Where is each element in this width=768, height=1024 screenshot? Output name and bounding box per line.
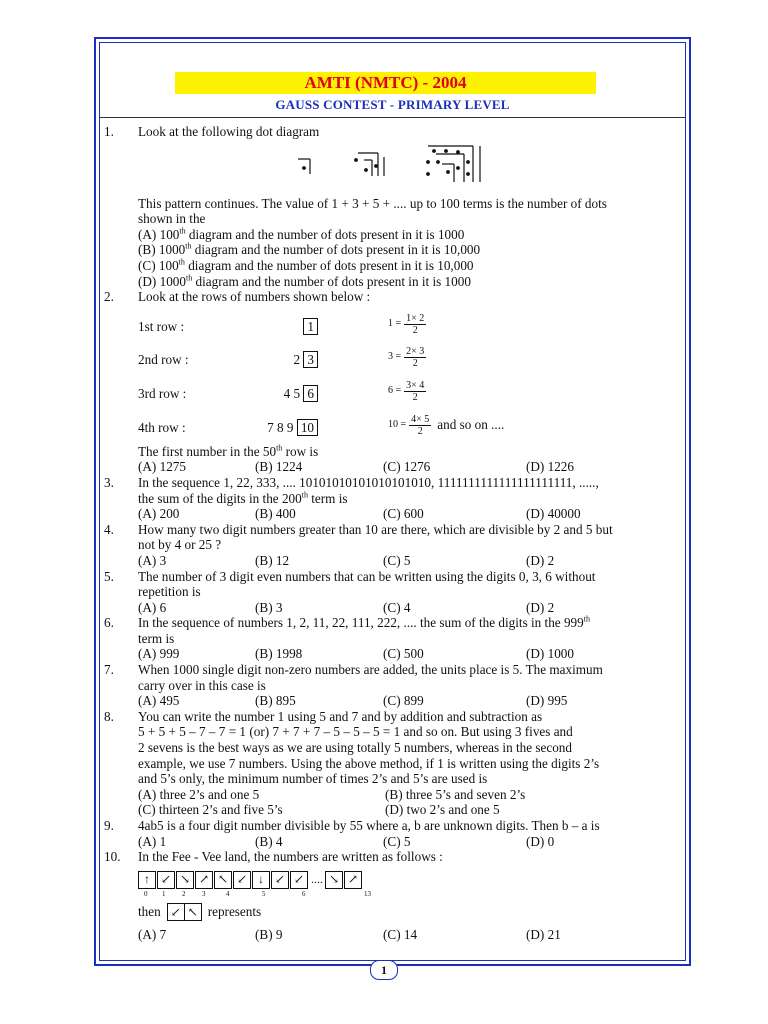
option-a: (A) 6 xyxy=(138,599,167,615)
question-number: 6. xyxy=(104,615,114,631)
arrow-nw-icon: ↖ xyxy=(187,904,198,919)
option-c: (C) 500 xyxy=(383,646,424,662)
option-a: (A) three 2’s and one 5 xyxy=(138,786,260,802)
question-text: not by 4 or 25 ? xyxy=(138,537,222,553)
options-row xyxy=(138,693,669,709)
question-2 xyxy=(104,289,669,475)
options-row xyxy=(138,600,669,616)
arrow-icon: ↙ xyxy=(157,871,175,889)
option-a: (A) 200 xyxy=(138,506,180,522)
row-formula xyxy=(388,380,432,403)
row-values: 7 8 9 xyxy=(267,419,294,435)
arrow-icon: ↗ xyxy=(195,871,213,889)
question-7 xyxy=(104,662,669,709)
question-text: In the sequence of numbers 1, 2, 11, 22, 111, 222, .... the sum of the digits in the 999th xyxy=(138,614,590,631)
represents-label: represents xyxy=(207,903,262,919)
fraction-denominator: 2 xyxy=(417,425,423,437)
option-c: (C) 1276 xyxy=(383,459,431,475)
option-a: (A) 999 xyxy=(138,646,180,662)
arrow-label: 13 xyxy=(364,889,371,898)
option-a: (A) 495 xyxy=(138,693,180,709)
option-c: (C) thirteen 2’s and five 5’s xyxy=(138,802,283,818)
formula-lhs: 6 = xyxy=(388,385,402,397)
arrow-label: 5 xyxy=(262,889,266,898)
question-6 xyxy=(104,615,669,662)
row-numbers xyxy=(303,319,318,335)
arrow-icon: ↘ xyxy=(176,871,194,889)
question-text: term is xyxy=(138,630,175,646)
question-1 xyxy=(104,124,669,289)
question-8 xyxy=(104,709,669,818)
row-formula xyxy=(388,313,432,336)
option-b: (B) 1224 xyxy=(255,459,303,475)
arrow-icon: ↙ xyxy=(233,871,251,889)
arrow-icon: ↙ xyxy=(271,871,289,889)
arrow-label: 2 xyxy=(182,889,186,898)
option-d: (D) 2 xyxy=(526,599,555,615)
row-values: 2 xyxy=(293,351,301,367)
then-arrow-box xyxy=(167,903,202,921)
question-stem: Look at the rows of numbers shown below : xyxy=(138,289,371,305)
formula-lhs: 3 = xyxy=(388,351,402,363)
options-row xyxy=(138,802,669,818)
question-number: 10. xyxy=(104,849,121,865)
then-label: then xyxy=(138,903,161,919)
option-d: (D) 0 xyxy=(526,833,555,849)
question-3 xyxy=(104,475,669,522)
question-text: and 5’s only, the minimum number of times 2’s and 5’s are used is xyxy=(138,771,488,787)
question-text: The number of 3 digit even numbers that can be written using the digits 0, 3, 6 without xyxy=(138,568,596,584)
option-b: (B) 3 xyxy=(255,599,283,615)
option-a: (A) 1275 xyxy=(138,459,186,475)
arrow-icon: ↙ xyxy=(290,871,308,889)
question-number: 4. xyxy=(104,521,114,537)
question-number: 8. xyxy=(104,708,114,724)
fraction-denominator: 2 xyxy=(412,357,418,369)
option-c: (C) 100th diagram and the number of dots present in it is 10,000 xyxy=(138,257,474,273)
question-text: carry over in this case is xyxy=(138,677,266,693)
formula-fraction xyxy=(404,313,426,336)
option-c: (C) 5 xyxy=(383,552,411,568)
options-row xyxy=(138,787,669,803)
option-c: (C) 14 xyxy=(383,926,418,942)
arrow-icon: ↗ xyxy=(344,871,362,889)
option-c: (C) 5 xyxy=(383,833,411,849)
formula-tail: and so on .... xyxy=(437,417,505,433)
arrow-icon: ↖ xyxy=(214,871,232,889)
question-text: The first number in the 50th row is xyxy=(138,443,319,459)
row-values: 4 5 xyxy=(283,385,301,401)
row-last-number: 3 xyxy=(303,351,318,368)
options-row xyxy=(138,646,669,662)
row-label: 2nd row : xyxy=(138,351,189,367)
row-label: 1st row : xyxy=(138,318,185,334)
option-a: (A) 3 xyxy=(138,552,167,568)
option-b: (B) 1998 xyxy=(255,646,303,662)
question-text: example, we use 7 numbers. Using the above method, if 1 is written using the digits 2’s xyxy=(138,755,600,771)
option-d: (D) 21 xyxy=(526,926,561,942)
options-row xyxy=(138,927,669,943)
row-label: 4th row : xyxy=(138,419,186,435)
option-d: (D) 1000 xyxy=(526,646,574,662)
question-number: 5. xyxy=(104,568,114,584)
formula-fraction xyxy=(404,380,426,403)
row-formula xyxy=(388,414,504,437)
option-c: (C) 600 xyxy=(383,506,424,522)
page-number: 1 xyxy=(370,960,398,980)
number-rows xyxy=(138,311,669,444)
question-4 xyxy=(104,522,669,569)
fraction-denominator: 2 xyxy=(412,391,418,403)
fraction-denominator: 2 xyxy=(412,324,418,336)
row-formula xyxy=(388,346,432,369)
formula-fraction xyxy=(404,346,426,369)
option-a: (A) 1 xyxy=(138,833,167,849)
header-rule xyxy=(100,117,685,118)
question-number: 9. xyxy=(104,818,114,833)
option-a: (A) 7 xyxy=(138,926,167,942)
then-represents xyxy=(138,903,669,921)
question-5 xyxy=(104,569,669,616)
option-b: (B) 895 xyxy=(255,693,296,709)
fraction-numerator: 1× 2 xyxy=(406,312,425,324)
option-b: (B) three 5’s and seven 2’s xyxy=(385,786,526,802)
contest-subtitle: GAUSS CONTEST - PRIMARY LEVEL xyxy=(275,97,510,112)
row-numbers xyxy=(294,352,318,368)
options-row xyxy=(138,834,669,850)
question-text: the sum of the digits in the 200th term is xyxy=(138,490,348,506)
question-text: In the sequence 1, 22, 333, .... 10101010101010101010, 1111111111111111111111, ....., xyxy=(138,474,599,490)
options-row xyxy=(138,506,669,522)
question-10 xyxy=(104,849,669,942)
question-number: 3. xyxy=(104,474,114,490)
options-row xyxy=(138,459,669,475)
page-title: AMTI (NMTC) - 2004 xyxy=(304,73,467,92)
arrow-icon: ↑ xyxy=(138,871,156,889)
question-text: How many two digit numbers greater than 10 are there, which are divisible by 2 and 5 but xyxy=(138,521,613,537)
row-last-number: 1 xyxy=(303,318,318,335)
question-text: You can write the number 1 using 5 and 7 and by addition and subtraction as xyxy=(138,708,543,724)
row-last-number: 10 xyxy=(297,419,318,436)
question-9 xyxy=(104,818,669,849)
arrow-label: 0 xyxy=(144,889,148,898)
option-b: (B) 12 xyxy=(255,552,290,568)
arrow-sw-icon: ↙ xyxy=(168,904,185,920)
question-list xyxy=(104,124,669,942)
option-b: (B) 400 xyxy=(255,506,296,522)
formula-lhs: 10 = xyxy=(388,419,407,431)
question-text: 4ab5 is a four digit number divisible by 55 where a, b are unknown digits. Then b – a is xyxy=(138,818,600,833)
ellipsis: .... xyxy=(311,871,323,886)
option-d: (D) 1226 xyxy=(526,459,574,475)
arrow-label: 4 xyxy=(226,889,230,898)
fraction-numerator: 4× 5 xyxy=(411,413,430,425)
arrow-label: 3 xyxy=(202,889,206,898)
formula-lhs: 1 = xyxy=(388,318,402,330)
arrow-label: 6 xyxy=(302,889,306,898)
question-text: repetition is xyxy=(138,584,201,600)
arrow-icon: ↓ xyxy=(252,871,270,889)
option-d: (D) 995 xyxy=(526,693,568,709)
question-number: 1. xyxy=(104,124,114,139)
row-last-number: 6 xyxy=(303,385,318,402)
option-d: (D) 2 xyxy=(526,552,555,568)
arrow-icon: ↘ xyxy=(325,871,343,889)
question-text: shown in the xyxy=(138,211,206,227)
dot-diagram xyxy=(138,140,669,196)
option-c: (C) 899 xyxy=(383,693,424,709)
title-banner xyxy=(175,72,596,94)
question-text: In the Fee - Vee land, the numbers are written as follows : xyxy=(138,849,443,865)
fraction-numerator: 2× 3 xyxy=(406,345,425,357)
number-row xyxy=(138,378,658,408)
option-b: (B) 9 xyxy=(255,926,283,942)
number-row xyxy=(138,311,658,341)
question-text: 2 sevens is the best ways as we are using totally 5 numbers, whereas in the second xyxy=(138,740,572,756)
row-numbers xyxy=(267,420,318,436)
option-a: (A) 100th diagram and the number of dots present in it is 1000 xyxy=(138,226,465,242)
option-d: (D) 40000 xyxy=(526,506,581,522)
option-b: (B) 1000th diagram and the number of dots present in it is 10,000 xyxy=(138,241,481,258)
question-text: This pattern continues. The value of 1 + 3 + 5 + .... up to 100 terms is the number of dots xyxy=(138,195,607,211)
row-label: 3rd row : xyxy=(138,385,187,401)
question-number: 7. xyxy=(104,662,114,678)
options-row xyxy=(138,553,669,569)
number-row xyxy=(138,412,658,442)
question-stem: Look at the following dot diagram xyxy=(138,124,320,139)
number-row xyxy=(138,344,658,374)
arrow-label: 1 xyxy=(162,889,166,898)
row-numbers xyxy=(284,386,318,402)
arrow-numerals xyxy=(138,865,669,901)
question-text: 5 + 5 + 5 – 7 – 7 = 1 (or) 7 + 7 + 7 – 5 – 5 – 5 = 1 and so on. But using 3 fives and xyxy=(138,724,573,740)
option-d: (D) two 2’s and one 5 xyxy=(385,802,500,818)
option-c: (C) 4 xyxy=(383,599,411,615)
option-b: (B) 4 xyxy=(255,833,283,849)
question-number: 2. xyxy=(104,289,114,305)
question-text: When 1000 single digit non-zero numbers are added, the units place is 5. The maximum xyxy=(138,662,603,678)
fraction-numerator: 3× 4 xyxy=(406,379,425,391)
dot-diagram-figure xyxy=(298,142,518,192)
formula-fraction xyxy=(409,414,431,437)
option-d: (D) 1000th diagram and the number of dots present in it is 1000 xyxy=(138,273,471,289)
